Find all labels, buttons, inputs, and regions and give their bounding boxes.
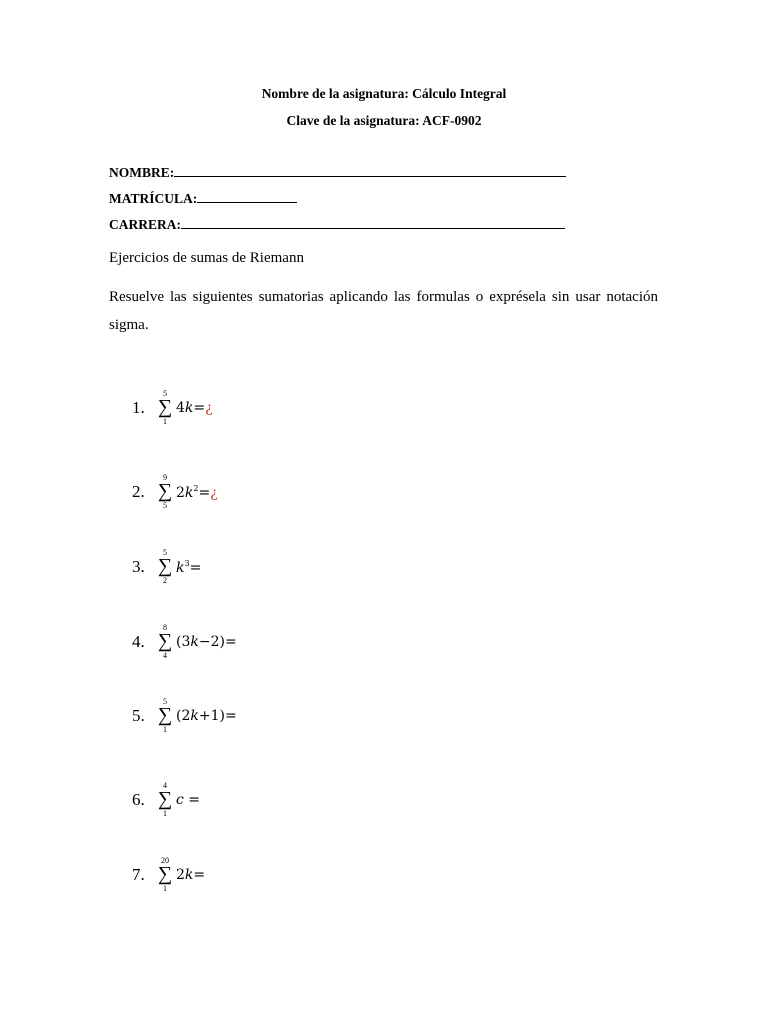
exercise-number: 6. [132,790,145,809]
name-label: NOMBRE: [109,165,175,180]
sigma-icon: ∑ [157,555,173,577]
summation-expression: $2k^2=¿$ [176,484,218,501]
summation-expression: $k^3=$ [176,559,202,576]
instructions: Resuelve las siguientes sumatorias aplicando las formulas o exprésela sin usar notación sigma. [109,289,658,333]
id-blank [197,191,297,203]
sigma-icon: ∑ [157,630,173,652]
sigma-icon: ∑ [157,863,173,885]
exercise-item [132,549,432,599]
summation-expression: c = [176,792,201,808]
exercise-item [132,698,432,748]
sigma-lower-limit: 1 [163,809,167,818]
summation-expression: (3k−2)= [176,634,237,650]
summation-expression: (2k+1)= [176,708,237,724]
subject-key: Clave de la asignatura: ACF-0902 [286,113,482,128]
sigma-upper-limit: 5 [163,389,167,398]
exercise-number: 3. [132,557,145,576]
summation-expression: 2k= [176,867,206,883]
id-label: MATRÍCULA: [109,191,198,206]
exercise-item [132,390,432,440]
exercise-number: 7. [132,865,145,884]
exercise-item [132,782,432,832]
sigma-upper-limit: 9 [163,473,167,482]
career-field [109,217,565,233]
answer-mark: ¿ [205,400,213,416]
section-title: Ejercicios de sumas de Riemann [109,250,304,266]
exercise-item [132,474,432,524]
summation-expression: 4k=¿ [176,400,213,416]
exercise-number: 5. [132,706,145,725]
sigma-upper-limit: 5 [163,548,167,557]
sigma-lower-limit: 4 [163,651,167,660]
sigma-lower-limit: 1 [163,725,167,734]
sigma-upper-limit: 5 [163,697,167,706]
exercise-number: 4. [132,632,145,651]
sigma-upper-limit: 4 [163,781,167,790]
sigma-upper-limit: 20 [161,856,169,865]
sigma-icon: ∑ [157,480,173,502]
exercise-item [132,624,432,674]
sigma-lower-limit: 5 [163,501,167,510]
id-field [109,191,297,207]
sigma-lower-limit: 1 [163,417,167,426]
career-label: CARRERA: [109,217,181,232]
sigma-lower-limit: 2 [163,576,167,585]
exercise-item [132,857,432,907]
exercise-number: 1. [132,398,145,417]
sigma-icon: ∑ [157,788,173,810]
subject-name: Nombre de la asignatura: Cálculo Integral [261,86,507,101]
exercise-number: 2. [132,482,145,501]
answer-mark: ¿ [210,485,218,501]
sigma-icon: ∑ [157,396,173,418]
sigma-icon: ∑ [157,704,173,726]
career-blank [181,217,565,229]
name-field [109,165,566,181]
name-blank [174,165,566,177]
sigma-lower-limit: 1 [163,884,167,893]
sigma-upper-limit: 8 [163,623,167,632]
